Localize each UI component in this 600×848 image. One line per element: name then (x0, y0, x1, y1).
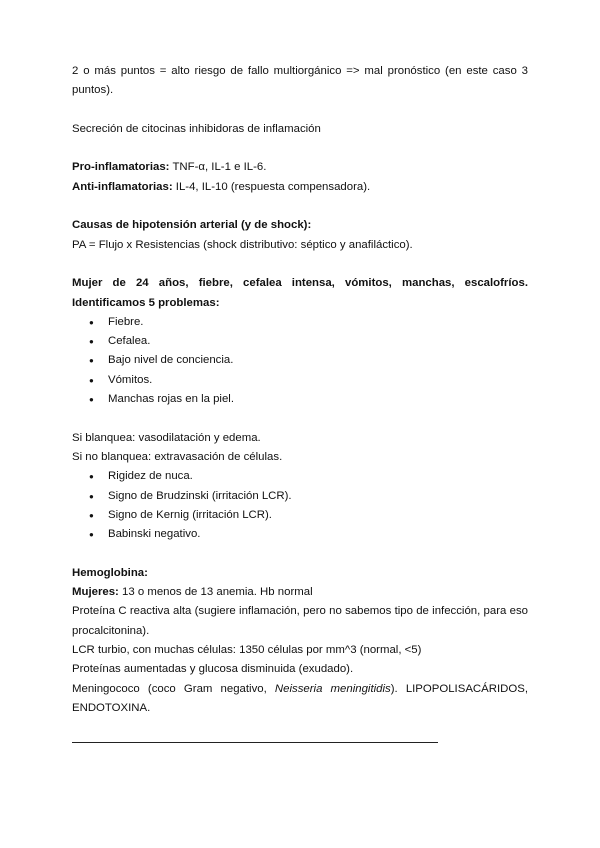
anti-text: IL-4, IL-10 (respuesta compensadora). (172, 180, 371, 193)
list-item: ● Cefalea. (72, 332, 528, 351)
list-item: ● Rigidez de nuca. (72, 467, 528, 486)
document-page (72, 62, 528, 743)
pro-label: Pro-inflamatorias: (72, 161, 170, 174)
list-item: ● Fiebre. (72, 313, 528, 332)
list-item: ● Signo de Kernig (irritación LCR). (72, 506, 528, 525)
paragraph-proteina-c: Proteína C reactiva alta (sugiere inflamación, pero no sabemos tipo de infección, para eso procalcitonina). (72, 605, 528, 637)
horizontal-rule (72, 742, 438, 743)
mujeres-text: 13 o menos de 13 anemia. Hb normal (118, 586, 313, 599)
paragraph-citocinas: Secreción de citocinas inhibidoras de inflamación (72, 122, 321, 135)
line-anti-inflamatorias (72, 178, 528, 197)
problems-list (72, 313, 528, 409)
line-proteinas: Proteínas aumentadas y glucosa disminuida (exudado). (72, 663, 354, 676)
line-mujeres (72, 583, 528, 602)
anti-label: Anti-inflamatorias: (72, 180, 173, 193)
line-si-blanquea: Si blanquea: vasodilatación y edema. (72, 431, 261, 444)
list-item: ● Signo de Brudzinski (irritación LCR). (72, 487, 528, 506)
line-lcr: LCR turbio, con muchas células: 1350 células por mm^3 (normal, <5) (72, 643, 422, 656)
list-item: ● Babinski negativo. (72, 525, 528, 544)
pro-text: TNF-α, IL-1 e IL-6. (169, 161, 267, 174)
species-name: Neisseria meningitidis (274, 682, 391, 695)
paragraph-puntos: 2 o más puntos = alto riesgo de fallo multiorgánico => mal pronóstico (en este caso 3 puntos). (72, 65, 528, 97)
paragraph-causas: PA = Flujo x Resistencias (shock distributivo: séptico y anafiláctico). (72, 238, 413, 251)
paragraph-meningococo: Meningococo (coco Gram negativo, Neisseria meningitidis). LIPOPOLISACÁRIDOS, ENDOTOXINA. (72, 682, 528, 714)
mujeres-label: Mujeres: (72, 586, 119, 599)
line-pro-inflamatorias (72, 158, 528, 177)
heading-case: Mujer de 24 años, fiebre, cefalea intensa, vómitos, manchas, escalofríos. Identificamos 5 problemas: (72, 277, 528, 309)
line-no-blanquea: Si no blanquea: extravasación de células. (72, 450, 283, 463)
list-item: ● Vómitos. (72, 371, 528, 390)
list-item: ● Manchas rojas en la piel. (72, 390, 528, 409)
signs-list (72, 467, 528, 544)
heading-causas: Causas de hipotensión arterial (y de shock): (72, 219, 312, 232)
list-item: ● Bajo nivel de conciencia. (72, 351, 528, 370)
heading-hemoglobina: Hemoglobina: (72, 566, 148, 579)
